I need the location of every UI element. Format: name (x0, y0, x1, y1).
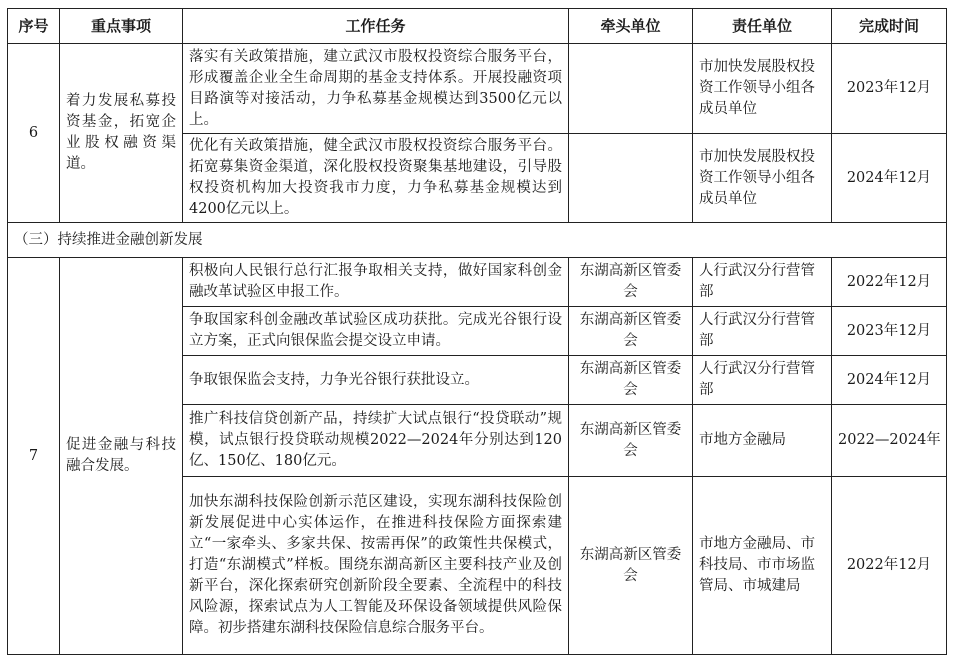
header-key: 重点事项 (60, 9, 183, 44)
item7-resp-5: 市地方金融局、市科技局、市市场监管局、市城建局 (693, 477, 832, 655)
item7-time-4: 2022—2024年 (832, 405, 947, 477)
item7-lead-4: 东湖高新区管委会 (569, 405, 693, 477)
item7-resp-4: 市地方金融局 (693, 405, 832, 477)
header-time: 完成时间 (832, 9, 947, 44)
item7-task-4: 推广科技信贷创新产品，持续扩大试点银行“投贷联动”规模，试点银行投贷联动规模2022—2024年分别达到120亿、150亿、180亿元。 (183, 405, 569, 477)
item6-task-1: 落实有关政策措施，建立武汉市股权投资综合服务平台，形成覆盖企业全生命周期的基金支持体系。开展投融资项目路演等对接活动，力争私募基金规模达到3500亿元以上。 (183, 44, 569, 134)
item7-time-3: 2024年12月 (832, 356, 947, 405)
item7-lead-5: 东湖高新区管委会 (569, 477, 693, 655)
item7-lead-2: 东湖高新区管委会 (569, 307, 693, 356)
item6-resp-1: 市加快发展股权投资工作领导小组各成员单位 (693, 44, 832, 134)
item6-task-2: 优化有关政策措施，健全武汉市股权投资综合服务平台。拓宽募集资金渠道，深化股权投资聚集基地建设，引导股权投资机构加大投资我市力度，力争私募基金规模达到4200亿元以上。 (183, 134, 569, 223)
item7-lead-3: 东湖高新区管委会 (569, 356, 693, 405)
table-row (8, 44, 947, 134)
header-seq: 序号 (8, 9, 60, 44)
item7-resp-1: 人行武汉分行营管部 (693, 258, 832, 307)
header-lead: 牵头单位 (569, 9, 693, 44)
item7-time-5: 2022年12月 (832, 477, 947, 655)
task-table (7, 8, 947, 655)
item6-key: 着力发展私募投资基金，拓宽企业股权融资渠道。 (60, 44, 183, 223)
item7-time-2: 2023年12月 (832, 307, 947, 356)
item7-resp-3: 人行武汉分行营管部 (693, 356, 832, 405)
item6-resp-2: 市加快发展股权投资工作领导小组各成员单位 (693, 134, 832, 223)
item7-key: 促进金融与科技融合发展。 (60, 258, 183, 655)
section-row (8, 223, 947, 258)
section-title: （三）持续推进金融创新发展 (8, 223, 947, 258)
item7-time-1: 2022年12月 (832, 258, 947, 307)
item7-task-1: 积极向人民银行总行汇报争取相关支持，做好国家科创金融改革试验区申报工作。 (183, 258, 569, 307)
item7-resp-2: 人行武汉分行营管部 (693, 307, 832, 356)
item7-task-5: 加快东湖科技保险创新示范区建设，实现东湖科技保险创新发展促进中心实体运作，在推进科技保险方面探索建立“一家牵头、多家共保、按需再保”的政策性共保模式，打造“东湖模式”样板。围绕东湖高新区主要科技产业及创新平台，深化探索研究创新阶段全要素、全流程中的科技风险源，探索试点为人工智能及环保设备领域提供风险保障。初步搭建东湖科技保险信息综合服务平台。 (183, 477, 569, 655)
header-row (8, 9, 947, 44)
item7-task-3: 争取银保监会支持，力争光谷银行获批设立。 (183, 356, 569, 405)
header-task: 工作任务 (183, 9, 569, 44)
item6-lead-2 (569, 134, 693, 223)
item6-lead-1 (569, 44, 693, 134)
item7-seq: 7 (8, 258, 60, 655)
header-resp: 责任单位 (693, 9, 832, 44)
item6-time-1: 2023年12月 (832, 44, 947, 134)
item7-task-2: 争取国家科创金融改革试验区成功获批。完成光谷银行设立方案，正式向银保监会提交设立申请。 (183, 307, 569, 356)
item6-time-2: 2024年12月 (832, 134, 947, 223)
table-row (8, 258, 947, 307)
item7-lead-1: 东湖高新区管委会 (569, 258, 693, 307)
item6-seq: 6 (8, 44, 60, 223)
